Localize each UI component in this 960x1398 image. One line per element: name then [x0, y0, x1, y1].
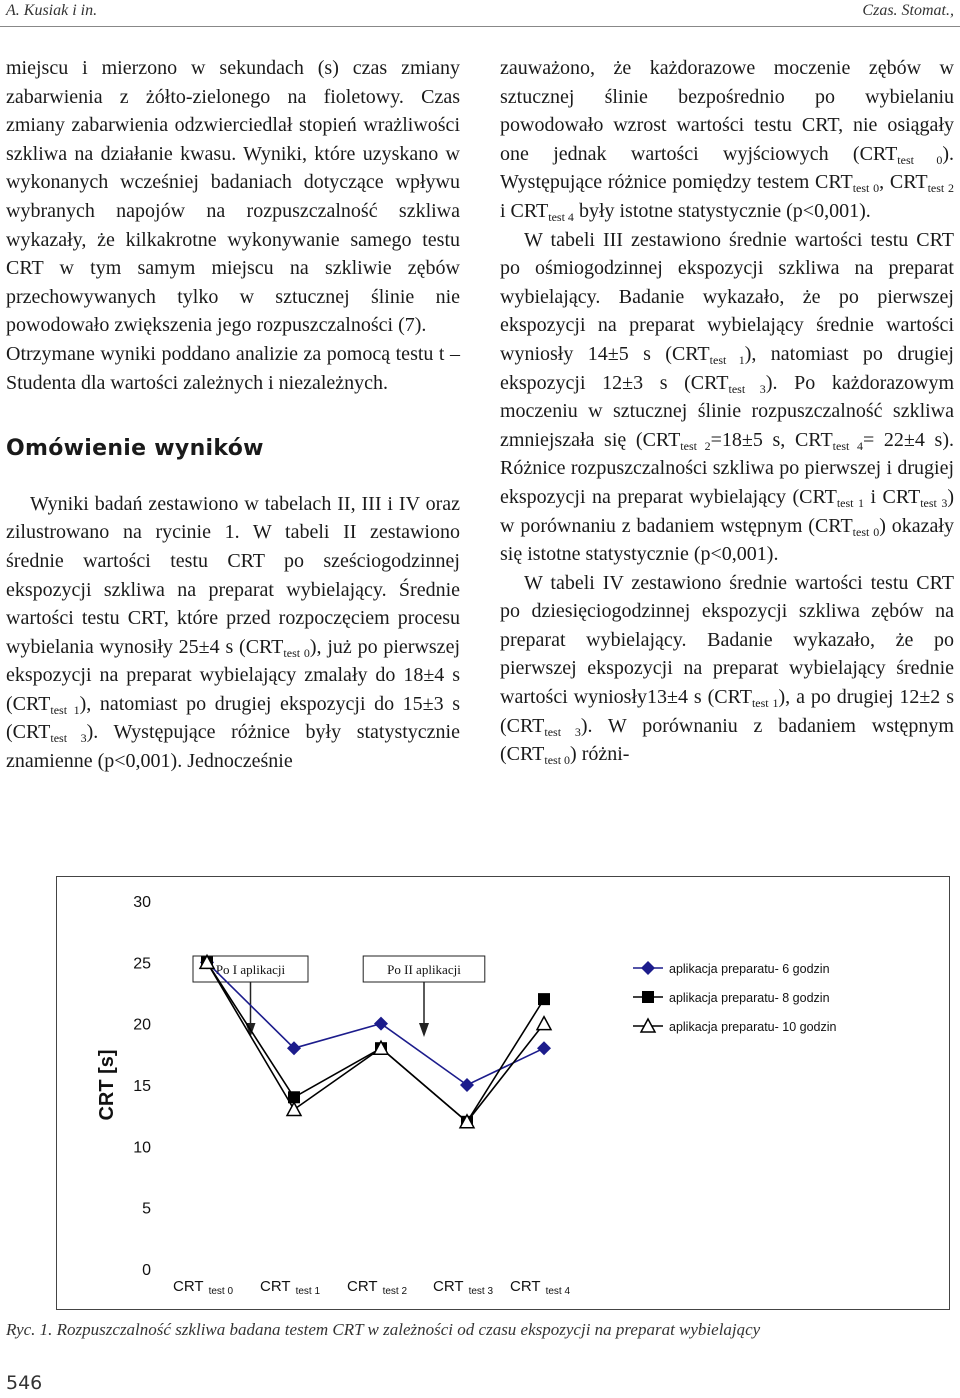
x-tick-label: CRT $_{test 1}$ [260, 1278, 321, 1297]
y-tick-label: 30 [133, 894, 151, 911]
paragraph: zauważono, że każdorazowe moczenie zębów w sztucznej ślinie bezpośrednio po wybielaniu powodowało wzrost wartości testu CRT, nie osiągały one jednak wartości wyjściowych $(CRT_{test 0})$. Występujące różnice pomiędzy testem $CRT_{test 0}$, $CRT_{test 2}$ i $CRT_{test 4}$ były istotne statystycznie (p<0,001). [500, 57, 954, 224]
data-point-triangle [287, 1103, 301, 1116]
y-axis-label: CRT [s] [96, 1049, 118, 1121]
right-column [500, 54, 954, 769]
x-tick-label: CRT $_{test 2}$ [347, 1278, 408, 1297]
data-point-diamond [374, 1017, 388, 1031]
section-heading: Omówienie wyników [6, 436, 264, 462]
paragraph: W tabeli IV zestawiono średnie wartości testu CRT po dziesięciogodzinnej ekspozycji szkliwa zębów na preparat wybielający. Badanie wykazało, że po pierwszej ekspozycji na preparat wybielający średnie wartości wyniosły13±4 s $(CRT_{test 1})$, a po drugiej 12±2 s $(CRT_{test 3})$. W porównaniu z badaniem wstępnym $(CRT_{test 0})$ różni- [500, 571, 954, 768]
data-point-diamond [537, 1041, 551, 1055]
y-tick-label: 20 [133, 1016, 151, 1034]
paragraph: Otrzymane wyniki poddano analizie za pomocą testu t – Studenta dla wartości zależnych i niezależnych. [6, 342, 460, 394]
y-tick-label: 0 [142, 1262, 151, 1279]
data-point-triangle [537, 1017, 551, 1030]
data-point-square [642, 991, 654, 1003]
running-header-authors: A. Kusiak i in. [6, 2, 98, 19]
line-chart [57, 877, 949, 1309]
y-tick-label: 25 [133, 955, 151, 973]
legend-label: aplikacja preparatu- 8 godzin [669, 991, 830, 1005]
paragraph: W tabeli III zestawiono średnie wartości testu CRT po ośmiogodzinnej ekspozycji szkliwa na preparat wybielający. Badanie wykazało, że po pierwszej ekspozycji na preparat wybielający średnie wartości wyniosły 14±5 s $(CRT_{test 1})$, natomiast po drugiej ekspozycji 12±3 s $(CRT_{test 3})$. Po każdorazowym moczeniu w sztucznej ślinie rozpuszczalność szkliwa zmniejszała się ($CRT_{test 2}=18\pm 5$ s, $CRT_{test 4}= 22\pm 4$ s). Różnice rozpuszczalności szkliwa po pierwszej i drugiej ekspozycji na preparat wybielający ($CRT_{test 1}$ i $CRT_{test 3}$) w porównaniu z badaniem wstępnym $(CRT_{test 0})$ okazały się istotne statystycznie (p<0,001). [500, 228, 955, 566]
figure-caption: Ryc. 1. Rozpuszczalność szkliwa badana testem CRT w zależności od czasu ekspozycji na preparat wybielający [6, 1320, 761, 1339]
legend-label: aplikacja preparatu- 10 godzin [669, 1020, 837, 1034]
data-point-diamond [460, 1078, 474, 1092]
x-tick-label: CRT $_{test 0}$ [173, 1278, 234, 1297]
figure-chart [56, 876, 950, 1310]
legend-label: aplikacja preparatu- 6 godzin [669, 962, 830, 976]
y-tick-label: 15 [133, 1078, 151, 1095]
annotation-arrow-head [419, 1023, 429, 1037]
y-tick-label: 10 [133, 1139, 151, 1157]
left-column [6, 54, 460, 776]
annotation-label: Po II aplikacji [387, 962, 461, 977]
x-tick-label: CRT $_{test 4}$ [510, 1278, 571, 1297]
running-header-journal: Czas. Stomat., [862, 2, 954, 19]
annotation-label: Po I aplikacji [215, 962, 286, 977]
page-number: 546 [6, 1372, 43, 1394]
header-rule [0, 26, 960, 27]
paragraph: miejscu i mierzono w sekundach (s) czas zmiany zabarwienia z żółto-zielonego na fioletowy. Czas zmiany zabarwienia odzwierciedlał stopień wrażliwości szkliwa na działanie kwasu. Wyniki, które uzyskano w wykonanych wcześniej badaniach dotyczące wpływu wybranych napojów na rozpuszczalność szkliwa wykazały, że kilkakrotne wykonywanie samego testu CRT w tym samym miejscu na szkliwie zębów przechowywanych tylko w sztucznej ślinie nie powodowało zwiększenia jego rozpuszczalności (7). [6, 57, 460, 337]
paragraph: Wyniki badań zestawiono w tabelach II, III i IV oraz zilustrowano na rycinie 1. W tabeli II zestawiono średnie wartości testu CRT po sześciogodzinnej ekspozycji szkliwa na preparat wybielający. Średnie wartości testu CRT, które przed rozpoczęciem procesu wybielania wynosiły 25±4 s $(CRT_{test 0})$, już po pierwszej ekspozycji na preparat wybielający zmalały do 18±4 s $(CRT_{test 1})$, natomiast po drugiej ekspozycji do 15±3 s $(CRT_{test 3})$. Występujące różnice były statystycznie znamienne (p<0,001). Jednocześnie [6, 492, 460, 773]
series-line [207, 962, 544, 1121]
x-tick-label: CRT $_{test 3}$ [433, 1278, 494, 1297]
data-point-square [538, 993, 550, 1005]
y-tick-label: 5 [142, 1200, 151, 1218]
data-point-diamond [641, 961, 655, 975]
